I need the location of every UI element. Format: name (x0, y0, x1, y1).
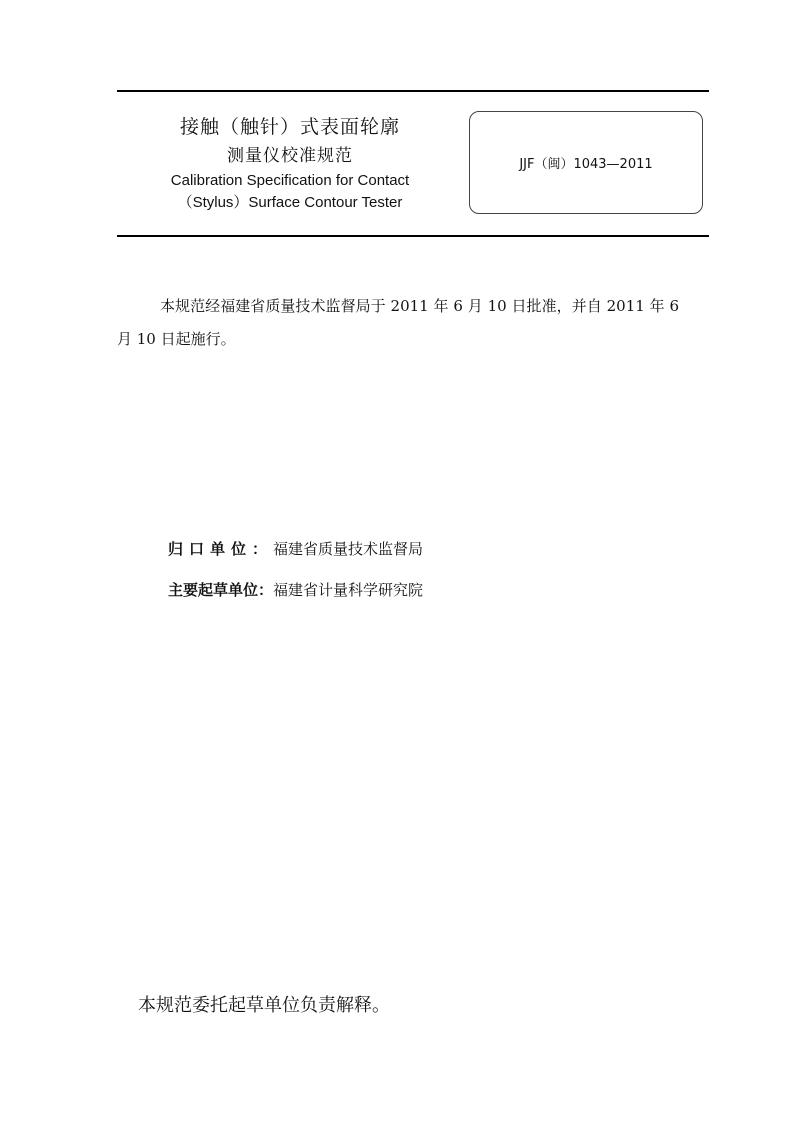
header-bottom-rule (117, 235, 709, 237)
title-chinese-line-2: 测量仪校准规范 (227, 146, 353, 166)
approval-statement: 本规范经福建省质量技术监督局于 2011 年 6 月 10 日批准，并自 2011 年 6 月 10 日起施行。 (117, 297, 679, 348)
title-english-line-2: （Stylus）Surface Contour Tester (177, 194, 403, 211)
drafting-unit-label: 主要起草单位： (168, 581, 274, 599)
responsible-unit-line (168, 538, 423, 560)
title-english-line-1: Calibration Specification for Contact (170, 172, 410, 189)
responsible-unit-value: 福建省质量技术监督局 (273, 540, 424, 558)
title-chinese-line-1: 接触（触针）式表面轮廓 (179, 116, 400, 138)
spec-code: JJF（闽）1043—2011 (519, 157, 653, 172)
drafting-unit-value: 福建省计量科学研究院 (273, 581, 424, 599)
spec-code-box (469, 111, 703, 214)
drafting-unit-line (168, 579, 423, 601)
header-top-rule (117, 90, 709, 92)
document-title (117, 112, 463, 214)
interpretation-note: 本规范委托起草单位负责解释。 (138, 995, 390, 1016)
responsible-unit-label: 归口单位： (168, 540, 274, 558)
